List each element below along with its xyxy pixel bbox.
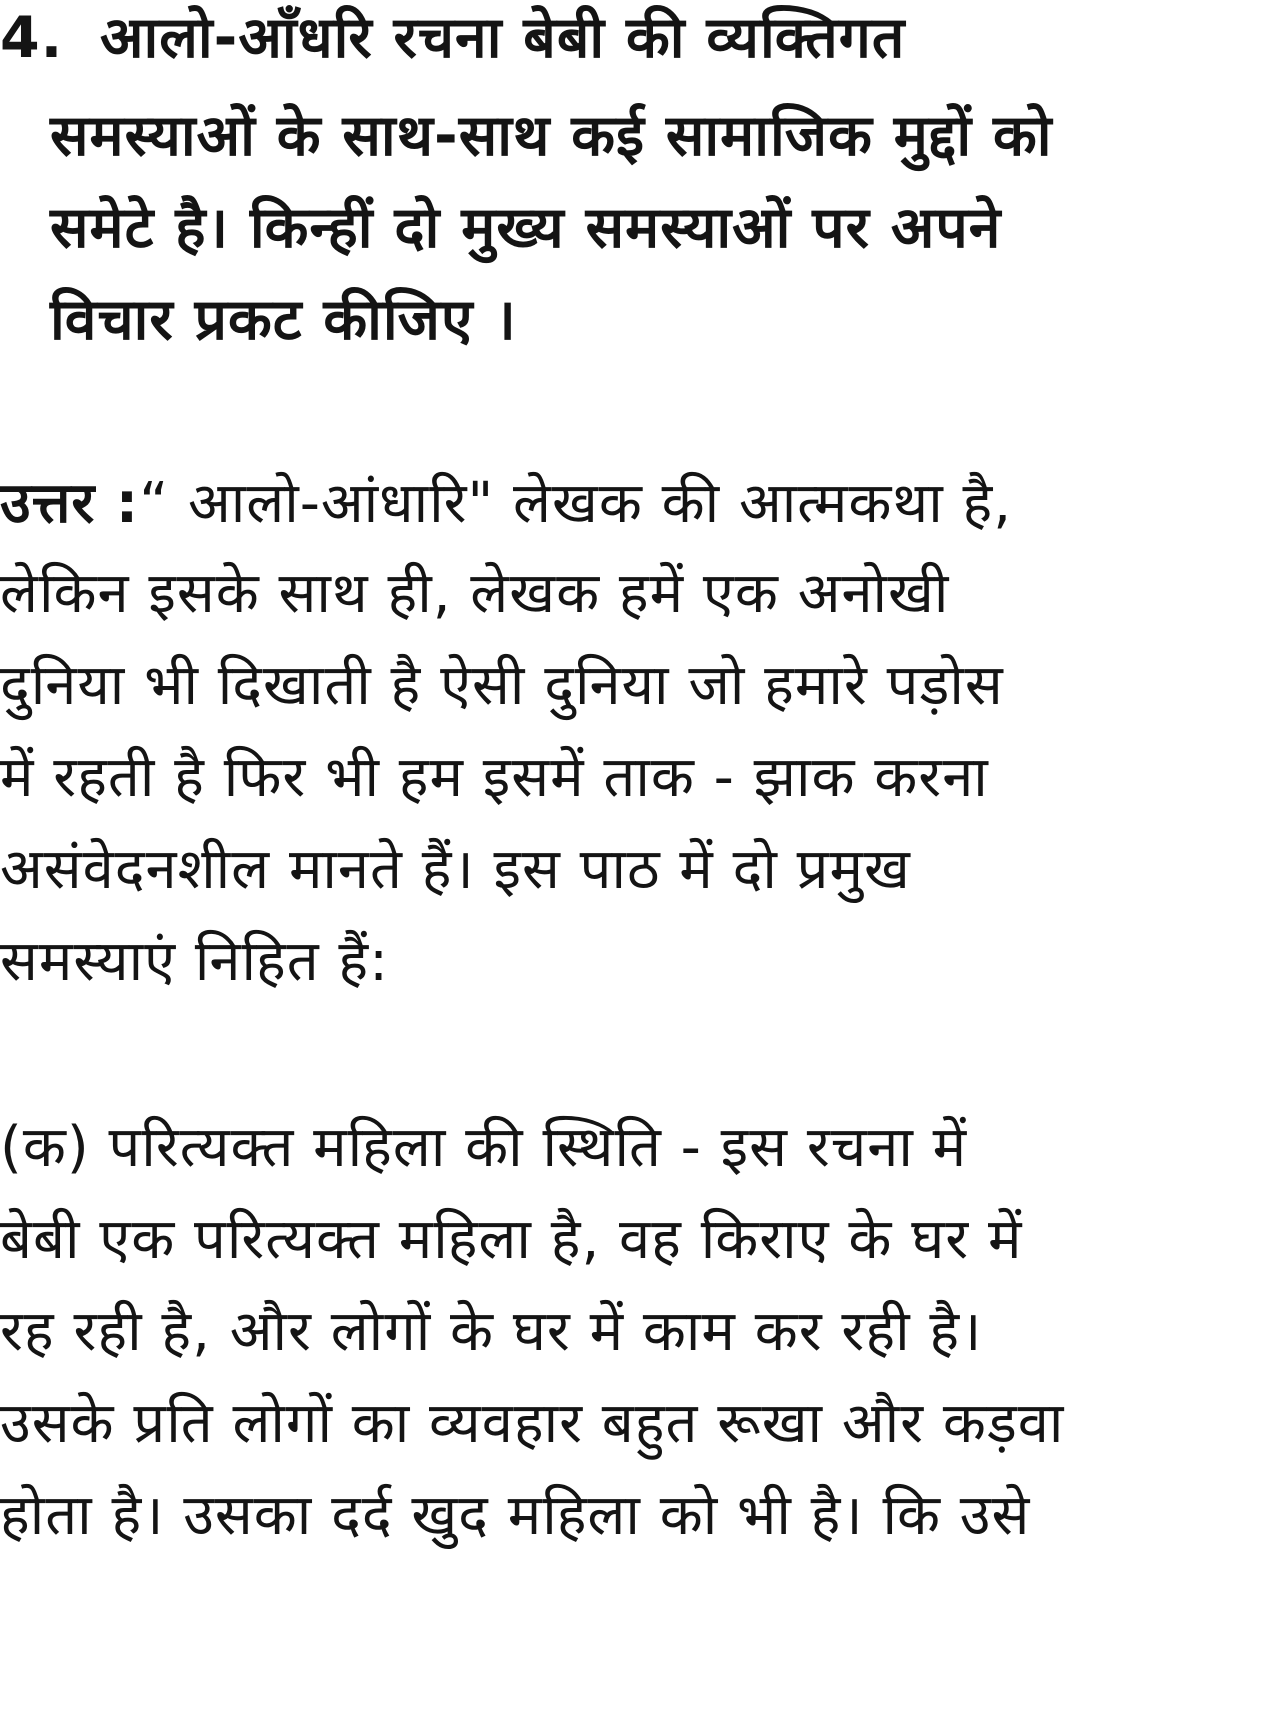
question-number: 4. — [0, 5, 64, 71]
point-k-line-3: रह रही है, और लोगों के घर में काम कर रही है। — [0, 1299, 983, 1364]
answer-line-4: में रहती है फिर भी हम इसमें ताक - झाक करना — [0, 745, 989, 810]
question-line-2: समस्याओं के साथ-साथ कई सामाजिक मुद्दों को — [50, 103, 1053, 169]
answer-label: उत्तर : — [0, 471, 140, 536]
answer-line-5: असंवेदनशील मानते हैं। इस पाठ में दो प्रमुख — [0, 837, 911, 902]
answer-line-6: समस्याएं निहित हैं: — [0, 929, 390, 994]
answer-line-2: लेकिन इसके साथ ही, लेखक हमें एक अनोखी — [0, 561, 950, 626]
answer-line-3: दुनिया भी दिखाती है ऐसी दुनिया जो हमारे पड़ोस — [0, 653, 1004, 718]
question-line-1 — [0, 5, 906, 71]
question-text-1: आलो-आँधरि रचना बेबी की व्यक्तिगत — [100, 5, 906, 71]
answer-line-1 — [0, 471, 1013, 536]
point-k-line-1: (क) परित्यक्त महिला की स्थिति - इस रचना में — [0, 1115, 968, 1180]
point-k-line-5: होता है। उसका दर्द खुद महिला को भी है। कि उसे — [0, 1483, 1031, 1548]
point-k-line-2: बेबी एक परित्यक्त महिला है, वह किराए के घर में — [0, 1207, 1023, 1272]
question-line-4: विचार प्रकट कीजिए । — [50, 287, 517, 353]
answer-text-1: “ आलो-आंधारि" लेखक की आत्मकथा है, — [139, 471, 1013, 536]
question-line-3: समेटे है। किन्हीं दो मुख्य समस्याओं पर अपने — [50, 195, 1002, 261]
point-k-line-4: उसके प्रति लोगों का व्यवहार बहुत रूखा और कड़वा — [0, 1391, 1065, 1456]
